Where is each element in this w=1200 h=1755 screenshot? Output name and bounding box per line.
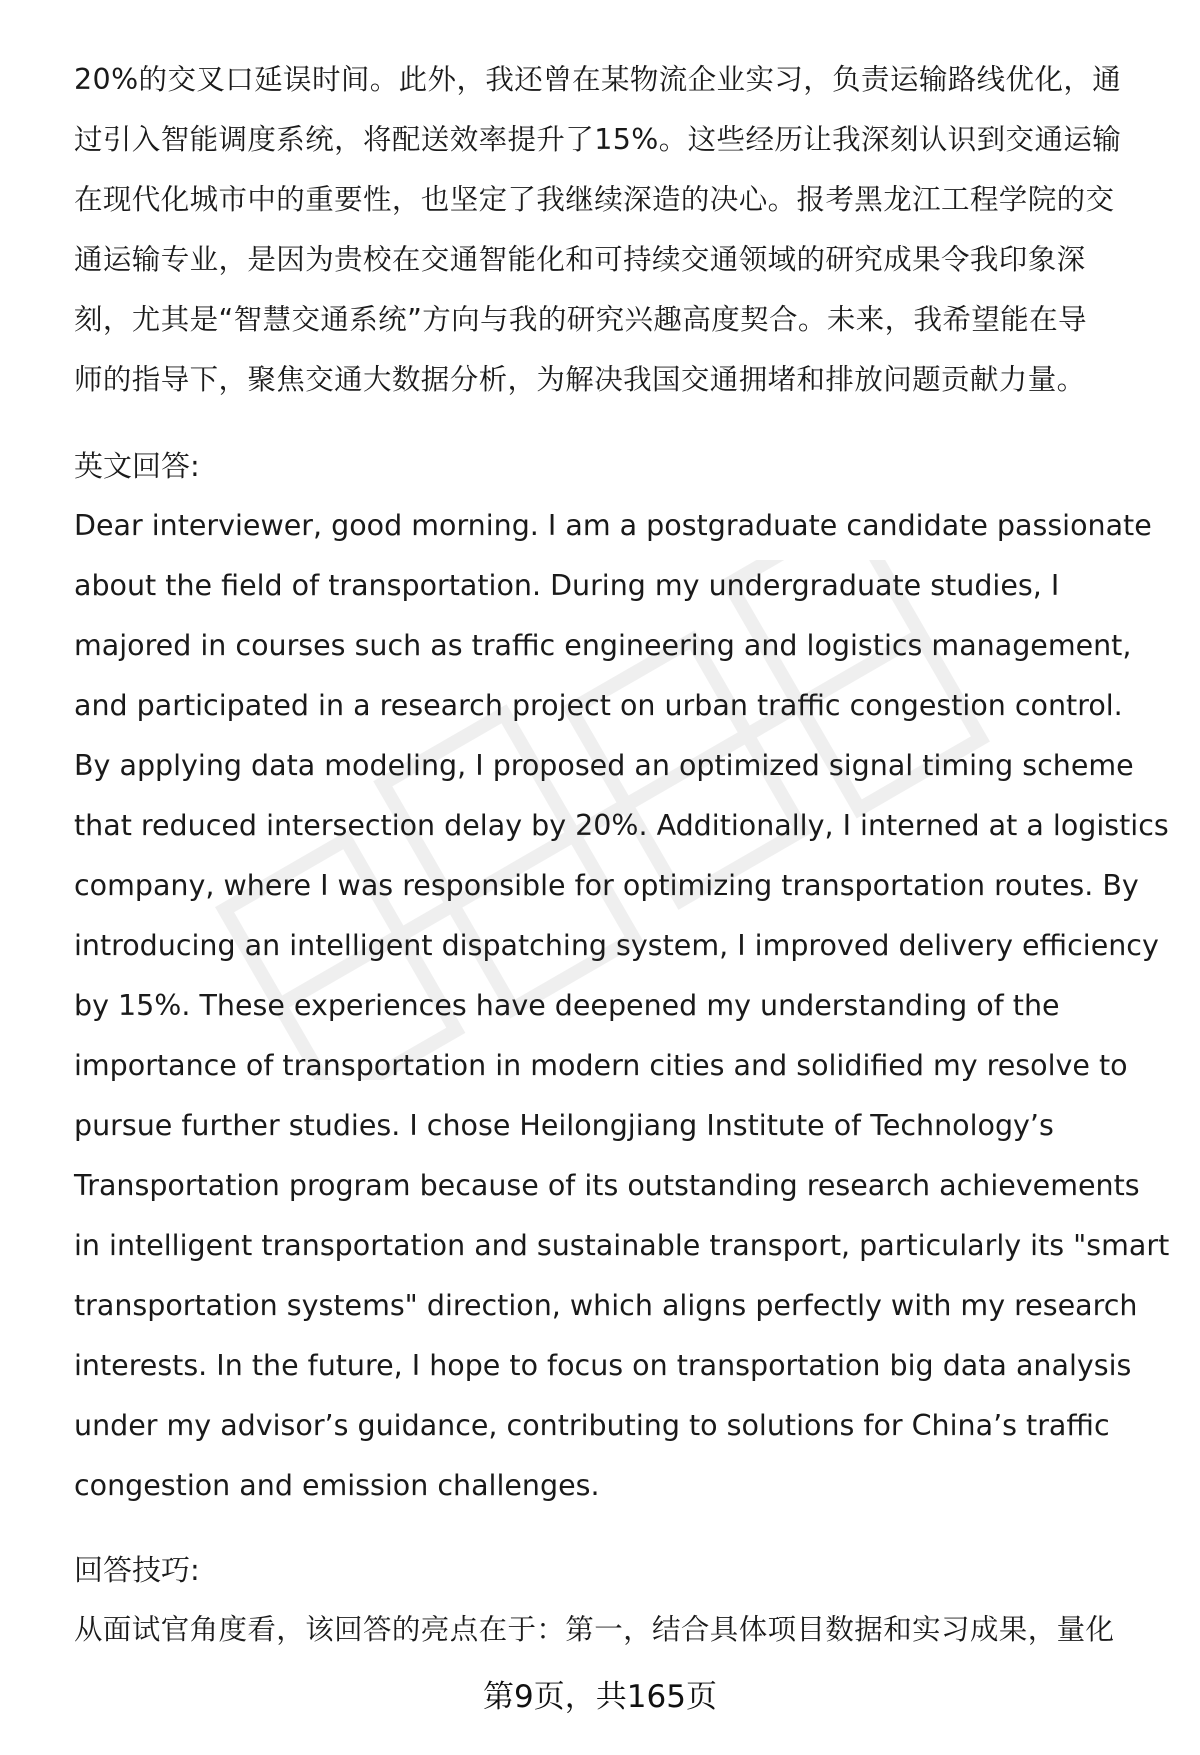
english-answer <box>74 496 1170 1516</box>
english-answer-line: that reduced intersection delay by 20%. Additionally, I interned at a logistics <box>74 809 1169 842</box>
english-answer-line: transportation systems" direction, which aligns perfectly with my research <box>74 1289 1138 1322</box>
english-answer-line: majored in courses such as traffic engineering and logistics management, <box>74 629 1132 662</box>
page-number: 第9页，共165页 <box>483 1679 717 1715</box>
english-answer-line: about the field of transportation. During my undergraduate studies, I <box>74 569 1060 602</box>
english-answer-line: Dear interviewer, good morning. I am a postgraduate candidate passionate <box>74 509 1152 542</box>
chinese-answer-line: 过引入智能调度系统，将配送效率提升了15%。这些经历让我深刻认识到交通运输 <box>74 123 1122 156</box>
english-answer-line: company, where I was responsible for optimizing transportation routes. By <box>74 869 1139 902</box>
english-answer-line: congestion and emission challenges. <box>74 1469 600 1502</box>
tips-line: 从面试官角度看，该回答的亮点在于：第一，结合具体项目数据和实习成果，量化 <box>74 1613 1115 1646</box>
english-answer-line: in intelligent transportation and sustainable transport, particularly its "smart <box>74 1229 1170 1262</box>
english-answer-line: introducing an intelligent dispatching system, I improved delivery efficiency <box>74 929 1159 962</box>
chinese-answer <box>74 50 1154 410</box>
chinese-answer-line: 在现代化城市中的重要性，也坚定了我继续深造的决心。报考黑龙江工程学院的交 <box>74 183 1115 216</box>
english-answer-heading: 英文回答: <box>74 449 200 483</box>
english-answer-line: importance of transportation in modern cities and solidified my resolve to <box>74 1049 1128 1082</box>
chinese-answer-line: 通运输专业，是因为贵校在交通智能化和可持续交通领域的研究成果令我印象深 <box>74 243 1086 276</box>
english-answer-line: pursue further studies. I chose Heilongjiang Institute of Technology’s <box>74 1109 1054 1142</box>
english-answer-line: and participated in a research project on urban traffic congestion control. <box>74 689 1123 722</box>
english-answer-line: by 15%. These experiences have deepened my understanding of the <box>74 989 1060 1022</box>
tips-heading: 回答技巧: <box>74 1553 200 1587</box>
english-answer-line: Transportation program because of its outstanding research achievements <box>74 1169 1140 1202</box>
chinese-answer-line: 师的指导下，聚焦交通大数据分析，为解决我国交通拥堵和排放问题贡献力量。 <box>74 363 1086 396</box>
english-answer-line: interests. In the future, I hope to focus on transportation big data analysis <box>74 1349 1132 1382</box>
english-answer-line: under my advisor’s guidance, contributing to solutions for China’s traffic <box>74 1409 1110 1442</box>
chinese-answer-line: 刻，尤其是“智慧交通系统”方向与我的研究兴趣高度契合。未来，我希望能在导 <box>74 303 1087 336</box>
english-answer-line: By applying data modeling, I proposed an optimized signal timing scheme <box>74 749 1134 782</box>
tips-body <box>74 1600 1154 1660</box>
chinese-answer-line: 20%的交叉口延误时间。此外，我还曾在某物流企业实习，负责运输路线优化，通 <box>74 63 1122 96</box>
